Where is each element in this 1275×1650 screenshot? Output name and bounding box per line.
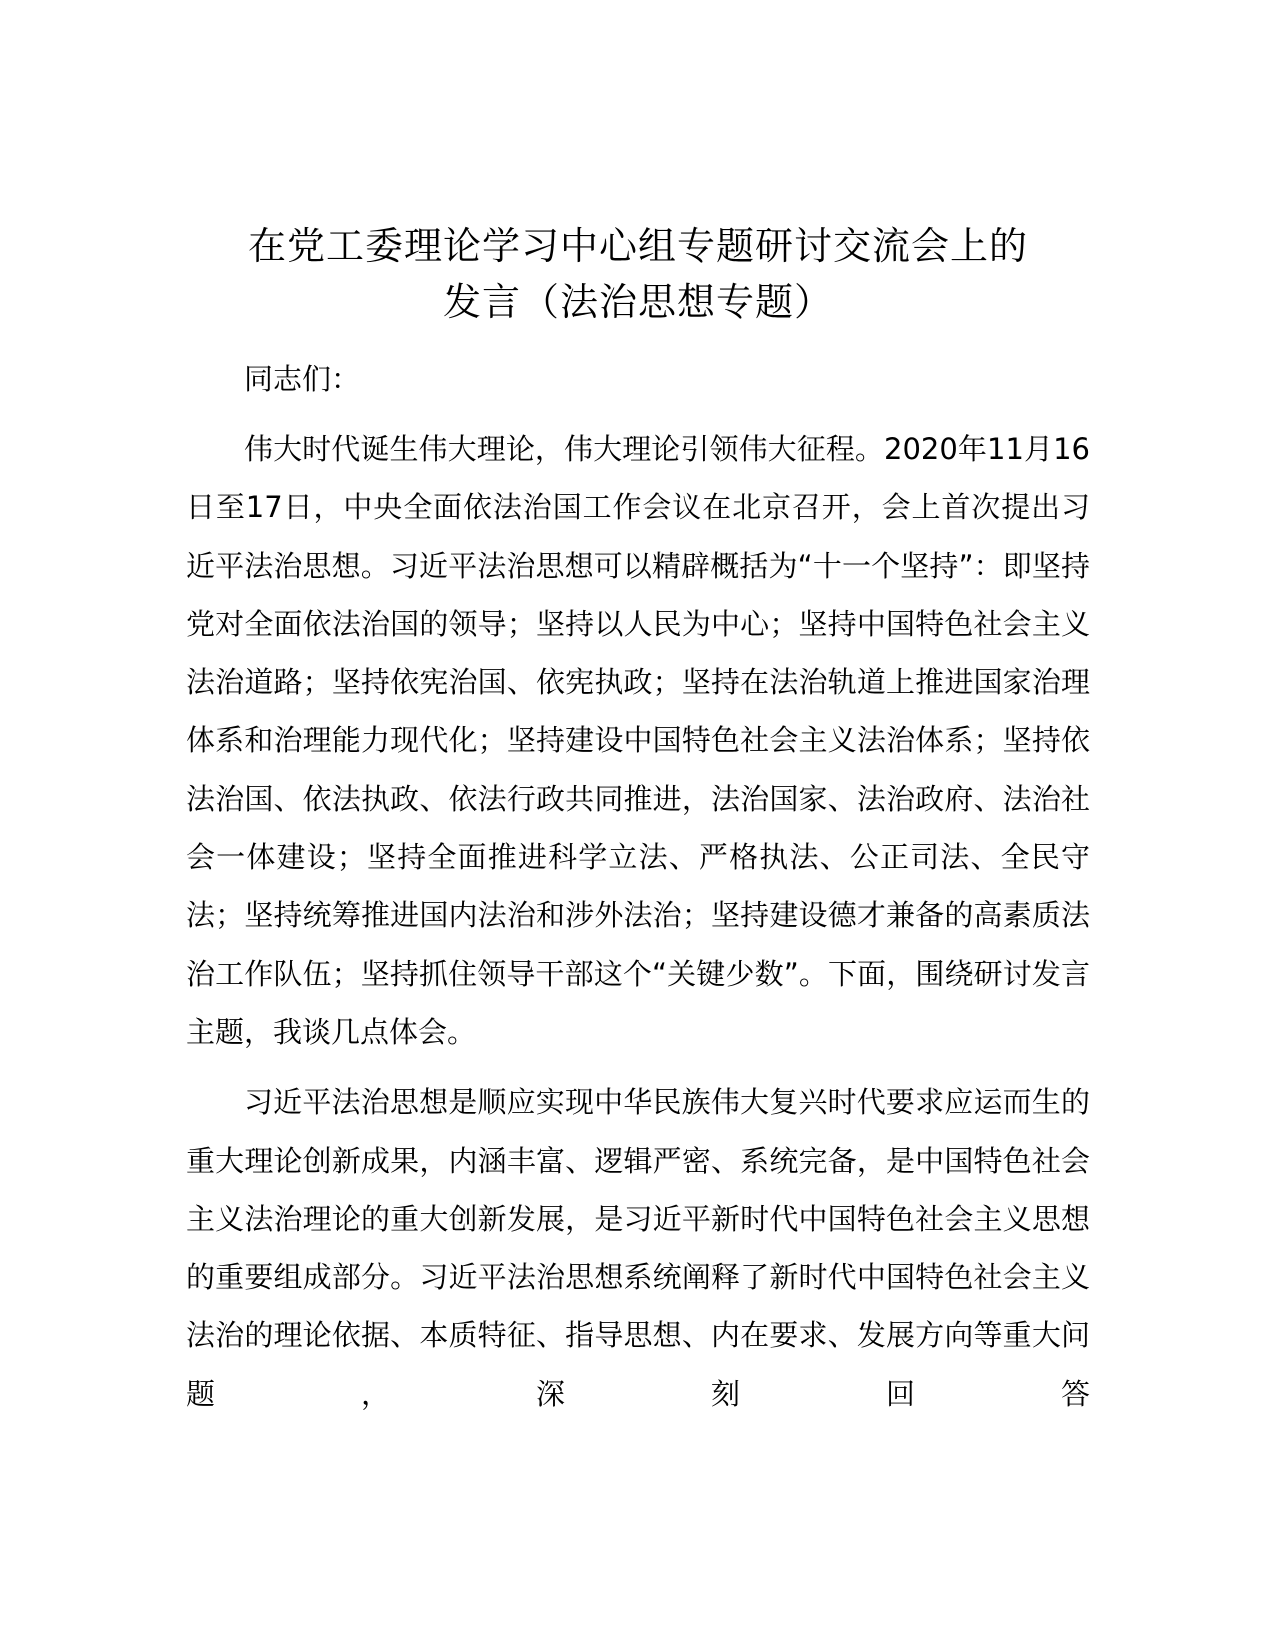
title-line-2: 发言（法治思想专题） — [442, 280, 833, 324]
document-title — [186, 218, 1090, 330]
salutation: 同志们： — [244, 362, 361, 396]
paragraph-2: 习近平法治思想是顺应实现中华民族伟大复兴时代要求应运而生的重大理论创新成果，内涵丰富、逻辑严密、系统完备，是中国特色社会主义法治理论的重大创新发展，是习近平新时代中国特色社会主义思想的重要组成部分。习近平法治思想系统阐释了新时代中国特色社会主义法治的理论依据、本质特征、指导思想、内在要求、发展方向等重大问题，深刻回答 — [186, 1085, 1090, 1411]
title-line-1: 在党工委理论学习中心组专题研讨交流会上的 — [247, 224, 1028, 268]
paragraph-1: 伟大时代诞生伟大理论，伟大理论引领伟大征程。2020年11月16日至17日，中央全面依法治国工作会议在北京召开，会上首次提出习近平法治思想。习近平法治思想可以精辟概括为“十一个坚持”：即坚持党对全面依法治国的领导；坚持以人民为中心；坚持中国特色社会主义法治道路；坚持依宪治国、依宪执政；坚持在法治轨道上推进国家治理体系和治理能力现代化；坚持建设中国特色社会主义法治体系；坚持依法治国、依法执政、依法行政共同推进，法治国家、法治政府、法治社会一体建设；坚持全面推进科学立法、严格执法、公正司法、全民守法；坚持统筹推进国内法治和涉外法治；坚持建设德才兼备的高素质法治工作队伍；坚持抓住领导干部这个“关键少数”。下面，围绕研讨发言主题，我谈几点体会。 — [186, 432, 1090, 1049]
document-body — [186, 218, 1090, 1423]
